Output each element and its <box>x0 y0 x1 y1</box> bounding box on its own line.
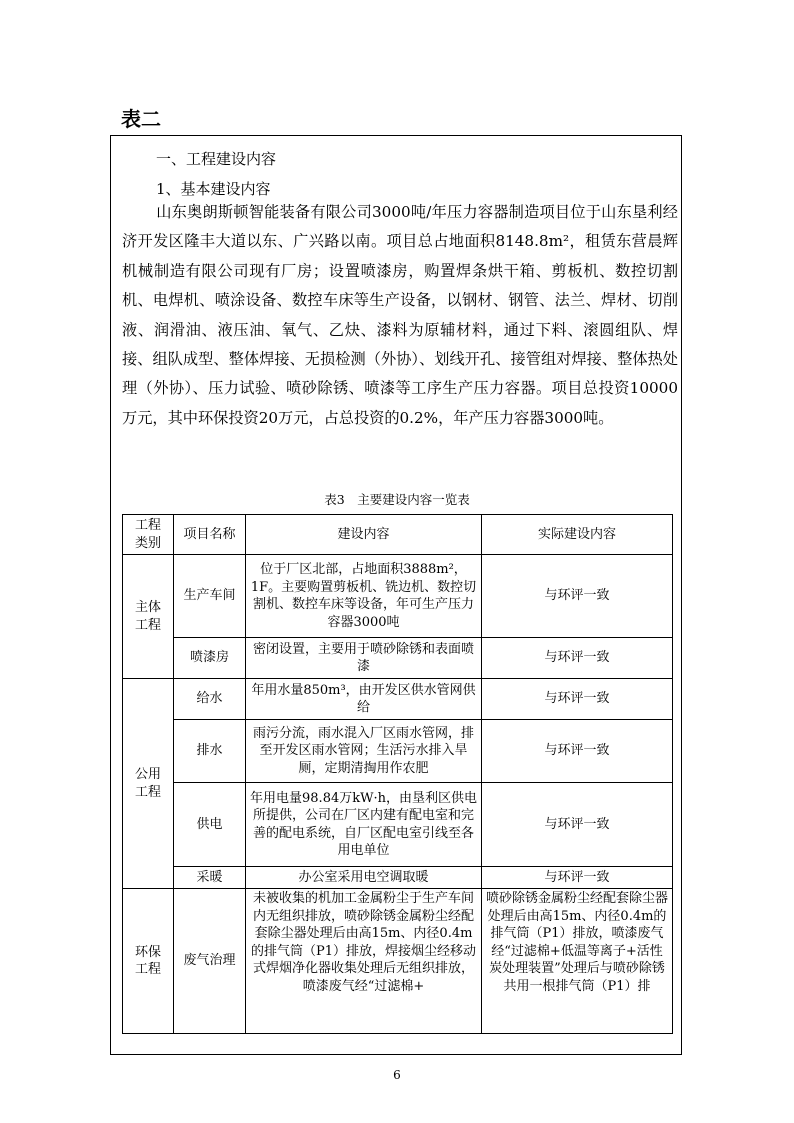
content-cell: 位于厂区北部，占地面积3888m²，1F。主要购置剪板机、铣边机、数控切割机、数控车床等设备，年可生产压力容器3000吨 <box>246 555 482 638</box>
name-cell: 喷漆房 <box>174 638 246 679</box>
category-cell: 公用工程 <box>123 679 174 889</box>
content-cell: 年用水量850m³，由开发区供水管网供给 <box>246 679 482 720</box>
intro-paragraph-text: 山东奥朗斯顿智能装备有限公司3000吨/年压力容器制造项目位于山东垦利经济开发区隆丰大道以东、广兴路以南。项目总占地面积8148.8m²，租赁东营晨辉机械制造有限公司现有厂房；设置喷漆房，购置焊条烘干箱、剪板机、数控切割机、电焊机、喷涂设备、数控车床等生产设备，以钢材、钢管、法兰、焊材、切削液、润滑油、液压油、氧气、乙炔、漆料为原辅材料，通过下料、滚圆组队、焊接、组队成型、整体焊接、无损检测（外协）、划线开孔、接管组对焊接、整体热处理（外协）、压力试验、喷砂除锈、喷漆等工序生产压力容器。项目总投资10000万元，其中环保投资20万元，占总投资的0.2%，年产压力容器3000吨。 <box>122 203 678 427</box>
table-row <box>123 555 673 638</box>
name-cell: 给水 <box>174 679 246 720</box>
header-name: 项目名称 <box>174 515 246 555</box>
section-heading: 一、工程建设内容 <box>156 150 277 168</box>
content-cell: 雨污分流，雨水混入厂区雨水管网，排至开发区雨水管网；生活污水排入旱厕，定期清掏用作农肥 <box>246 720 482 783</box>
header-content: 建设内容 <box>246 515 482 555</box>
table-row <box>123 889 673 1034</box>
category-cell: 环保工程 <box>123 889 174 1034</box>
actual-cell: 与环评一致 <box>482 638 673 679</box>
actual-cell: 与环评一致 <box>482 867 673 889</box>
name-cell: 生产车间 <box>174 555 246 638</box>
content-cell: 年用电量98.84万kW·h，由垦利区供电所提供，公司在厂区内建有配电室和完善的配电系统，自厂区配电室引线至各用电单位 <box>246 783 482 867</box>
table-row <box>123 783 673 867</box>
page-title: 表二 <box>121 107 161 131</box>
content-cell: 密闭设置，主要用于喷砂除锈和表面喷漆 <box>246 638 482 679</box>
name-cell: 排水 <box>174 720 246 783</box>
name-cell: 采暖 <box>174 867 246 889</box>
header-actual: 实际建设内容 <box>482 515 673 555</box>
name-cell: 废气治理 <box>174 889 246 1034</box>
page-number: 6 <box>393 1068 401 1082</box>
table-row <box>123 638 673 679</box>
table-header-row <box>123 515 673 555</box>
actual-cell: 与环评一致 <box>482 720 673 783</box>
category-cell: 主体工程 <box>123 555 174 679</box>
header-category: 工程类别 <box>123 515 174 555</box>
intro-paragraph <box>122 198 678 433</box>
content-cell: 办公室采用电空调取暖 <box>246 867 482 889</box>
subsection-heading: 1、基本建设内容 <box>156 180 271 198</box>
actual-cell: 喷砂除锈金属粉尘经配套除尘器处理后由高15m、内径0.4m的排气筒（P1）排放，喷漆废气经“过滤棉+低温等离子+活性炭处理装置”处理后与喷砂除锈共用一根排气筒（P1）排 <box>482 889 673 1034</box>
table-row <box>123 679 673 720</box>
content-cell: 未被收集的机加工金属粉尘于生产车间内无组织排放，喷砂除锈金属粉尘经配套除尘器处理后由高15m、内径0.4m的排气筒（P1）排放，焊接烟尘经移动式焊烟净化器收集处理后无组织排放，喷漆废气经“过滤棉+ <box>246 889 482 1034</box>
table-caption: 表3 主要建设内容一览表 <box>324 492 470 507</box>
content-frame <box>110 135 682 1055</box>
name-cell: 供电 <box>174 783 246 867</box>
construction-table <box>122 514 673 1034</box>
actual-cell: 与环评一致 <box>482 555 673 638</box>
table-row <box>123 720 673 783</box>
table-row <box>123 867 673 889</box>
actual-cell: 与环评一致 <box>482 679 673 720</box>
actual-cell: 与环评一致 <box>482 783 673 867</box>
